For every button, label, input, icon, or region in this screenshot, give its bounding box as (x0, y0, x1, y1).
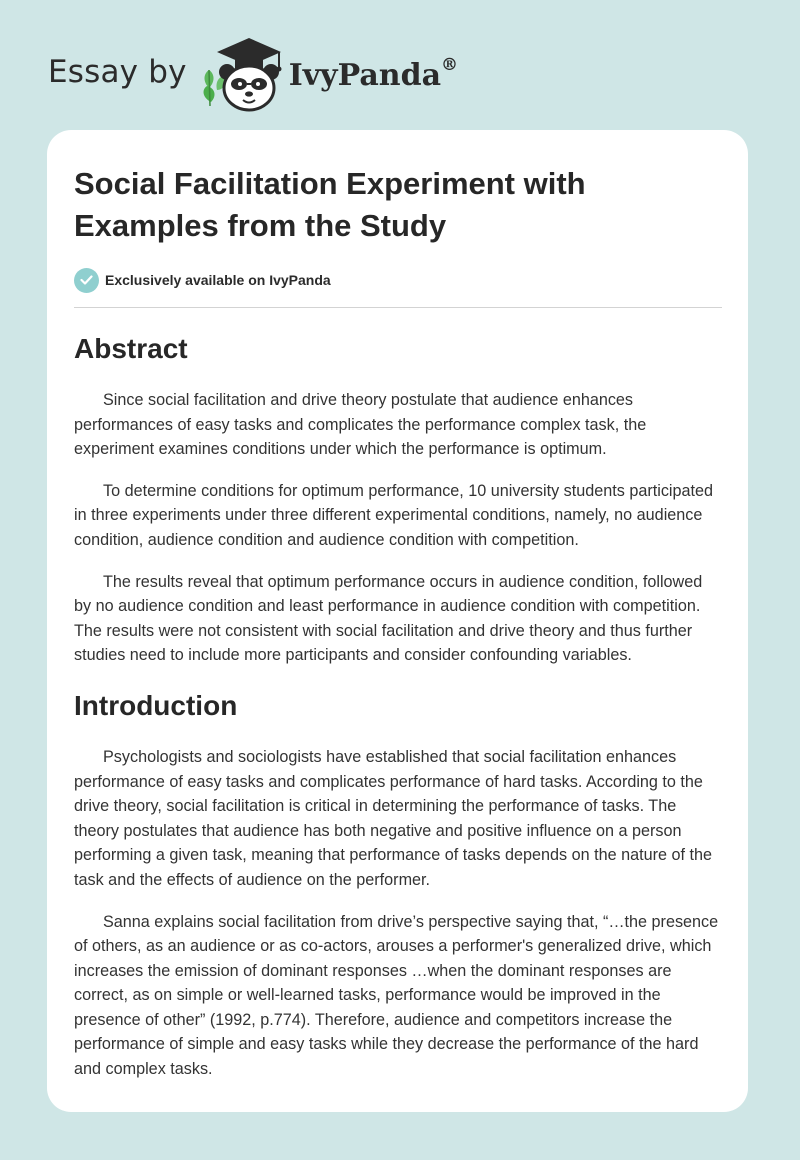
exclusive-badge-text: Exclusively available on IvyPanda (105, 272, 331, 288)
article-card (47, 130, 748, 1112)
check-icon (74, 268, 99, 293)
brand-name[interactable]: IvyPanda® (288, 54, 459, 93)
abstract-paragraph: Since social facilitation and drive theory postulate that audience enhances performances of easy tasks and complicates the performance complex task, the experiment examines conditions under which the performance is optimum. (74, 391, 647, 459)
abstract-paragraph: The results reveal that optimum performance occurs in audience condition, followed by no audience condition and least performance in audience condition with competition. The results were not consistent with social facilitation and drive theory and thus further studies need to include more participants and consider confounding variables. (74, 572, 703, 665)
introduction-paragraph: Sanna explains social facilitation from drive’s perspective saying that, “…the presence of others, as an audience or as co-actors, arouses a performer's generalized drive, which increases the emission of dominant responses …when the dominant responses are correct, as on simple or well-learned tasks, performance would be improved in the presence of other” (1992, p.774). Therefore, audience and competitors increase the performance of simple and easy tasks while they decrease the performance of the hard and complex tasks. (74, 912, 719, 1079)
divider (74, 307, 722, 308)
exclusive-badge (74, 266, 722, 294)
panda-head-icon (219, 64, 279, 110)
abstract-paragraph: To determine conditions for optimum performance, 10 university students participated in three experiments under three different experimental conditions, namely, no audience condition, audience condition and audience condition with competition. (74, 481, 714, 549)
section-heading-abstract: Abstract (74, 333, 188, 364)
introduction-paragraph: Psychologists and sociologists have established that social facilitation enhances performance of easy tasks and complicates performance of hard tasks. According to the drive theory, social facilitation is critical in determining the performance of tasks. The theory postulates that audience has both negative and positive influence on a person performing a given task, meaning that performance of tasks depends on the nature of the task and the effects of audience on the performer. (74, 747, 712, 889)
page-title: Social Facilitation Experiment with Examples from the Study (74, 166, 586, 243)
section-heading-introduction: Introduction (74, 689, 238, 721)
registered-mark: ® (441, 54, 459, 75)
essay-by-label: Essay by (48, 54, 187, 90)
panda-graduate-logo-icon[interactable] (195, 30, 287, 114)
site-header (48, 30, 458, 114)
